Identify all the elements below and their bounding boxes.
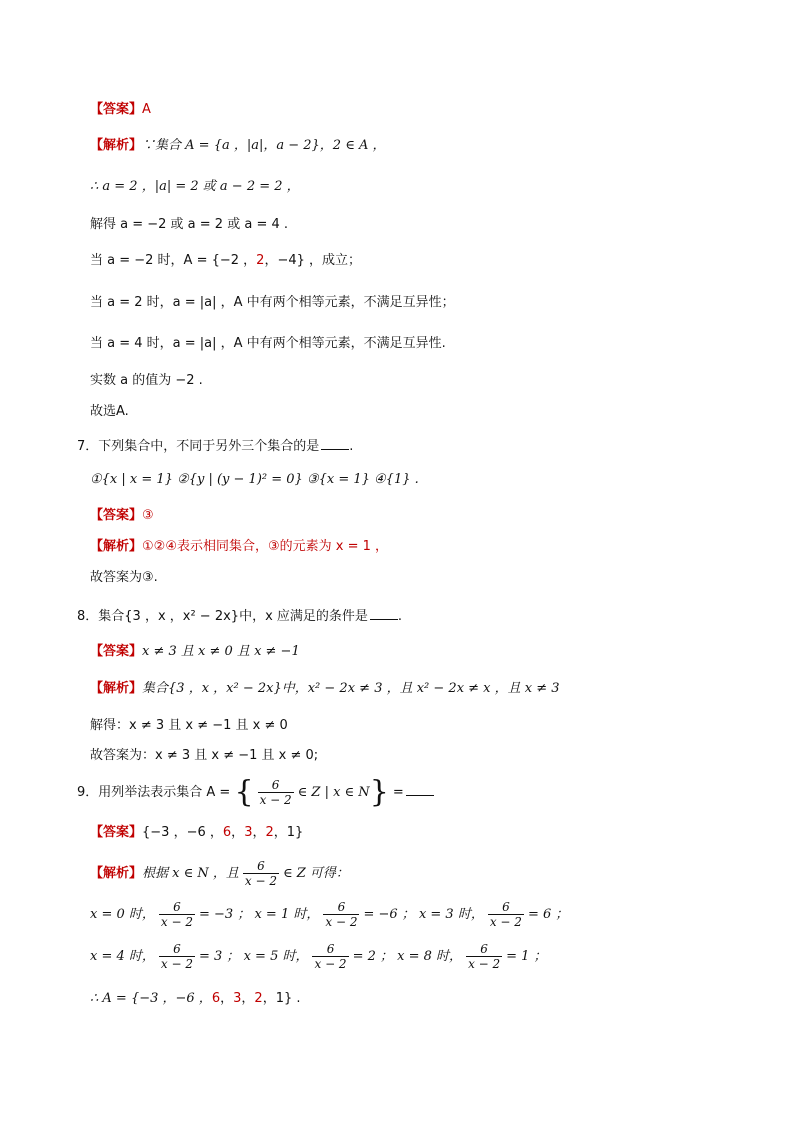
case-condition: x = 3 时， [418, 907, 484, 922]
q9-answer-highlight: 6 [222, 825, 232, 840]
q9-final-part: ，1} . [262, 991, 301, 1006]
q9-answer-part: ， [231, 825, 245, 840]
analysis-label: 【解析】 [90, 138, 143, 153]
fraction-denominator: x − 2 [314, 957, 347, 971]
analysis-label: 【解析】 [90, 539, 143, 554]
answer-label: 【答案】 [90, 644, 143, 659]
q6-analysis-text-2: ∴ a = 2 ，|a| = 2 或 a − 2 = 2 ， [90, 179, 300, 194]
q6-analysis-line-4 [90, 252, 361, 270]
q8-conclusion [90, 747, 318, 765]
q7-stem-end: . [349, 439, 354, 454]
q6-analysis-text-3: 解得 a = −2 或 a = 2 或 a = 4 . [90, 217, 289, 232]
case-fraction [323, 900, 359, 929]
q7-conclusion-text: 故答案为③. [90, 570, 158, 585]
q9-analysis-text-end: ∈ Z 可得： [282, 866, 349, 881]
q8-analysis-text: 集合{3 ，x ，x² − 2x}中，x² − 2x ≠ 3 ，且 x² − 2x ≠ x ，且 x ≠ 3 [142, 681, 560, 696]
q7-answer: ③ [142, 508, 154, 523]
fraction-numerator: 6 [326, 942, 335, 956]
case-result: = 2 ； [352, 949, 394, 964]
fraction-numerator: 6 [337, 900, 346, 914]
fraction-denominator: x − 2 [325, 915, 358, 929]
q8-stem [77, 607, 402, 626]
q6-analysis-line-1 [90, 137, 386, 155]
fraction-denominator: x − 2 [160, 957, 193, 971]
fraction-numerator: 6 [502, 900, 510, 914]
q9-final-part: ， [220, 991, 234, 1006]
q9-final-line [90, 990, 301, 1008]
case-result: = 3 ； [199, 949, 240, 964]
q9-set-condition: ∈ Z | x ∈ N [297, 785, 370, 800]
q9-answer-part: ， [252, 825, 266, 840]
case-result: = 6 ； [527, 907, 569, 922]
q6-answer-line [90, 101, 151, 119]
case-fraction [488, 900, 524, 929]
case-condition: x = 0 时， [90, 907, 155, 922]
case-fraction [312, 942, 348, 971]
fraction-denominator: x − 2 [160, 915, 193, 929]
q9-analysis-fraction [243, 859, 279, 888]
q9-stem-text: 9．用列举法表示集合 A = [77, 785, 231, 800]
q9-final-highlight: 2 [254, 991, 263, 1006]
q6-analysis-text-5: 当 a = 2 时，a = |a| ，A 中有两个相等元素，不满足互异性； [90, 295, 455, 310]
case-result: = −6 ； [363, 907, 415, 922]
q7-stem [77, 437, 353, 456]
q6-analysis-line-2 [90, 178, 300, 196]
q9-analysis-line [90, 857, 349, 891]
answer-blank [370, 607, 398, 620]
q6-answer: A [142, 102, 151, 117]
fraction-denominator: x − 2 [468, 957, 501, 971]
q8-analysis-line-2 [90, 717, 288, 735]
case-result: = 1 ； [506, 949, 547, 964]
q9-final-part: ， [241, 991, 255, 1006]
q9-stem-end: = [392, 785, 404, 800]
case-fraction [159, 900, 195, 929]
case-fraction [466, 942, 502, 971]
answer-blank [406, 783, 434, 796]
fraction-numerator: 6 [271, 778, 280, 792]
q8-stem-text: 8．集合{3 ，x ，x² − 2x}中，x 应满足的条件是 [77, 609, 368, 624]
analysis-label: 【解析】 [90, 866, 143, 881]
q8-conclusion-text: 故答案为：x ≠ 3 且 x ≠ −1 且 x ≠ 0; [90, 748, 319, 763]
q7-stem-text: 7．下列集合中，不同于另外三个集合的是 [77, 439, 320, 454]
q9-stem [77, 773, 434, 813]
q7-analysis-text: ①②④表示相同集合，③的元素为 x = 1 ， [142, 539, 389, 554]
q9-analysis-text: 根据 x ∈ N ，且 [142, 866, 239, 881]
answer-label: 【答案】 [90, 102, 143, 117]
left-brace: { [234, 774, 254, 810]
q9-final-highlight: 3 [233, 991, 242, 1006]
fraction-numerator: 6 [173, 900, 181, 914]
q6-conclusion-text: 故选A. [90, 404, 129, 419]
right-brace: } [369, 774, 389, 810]
fraction-denominator: x − 2 [244, 874, 277, 888]
q6-case-highlight: 2 [256, 253, 265, 268]
fraction-denominator: x − 2 [259, 793, 292, 807]
q9-answer-line [90, 824, 303, 842]
q7-answer-line [90, 507, 154, 525]
q6-analysis-line-6 [90, 335, 446, 353]
answer-blank [321, 437, 349, 450]
answer-label: 【答案】 [90, 508, 143, 523]
case-fraction [159, 942, 195, 971]
fraction-numerator: 6 [480, 942, 488, 956]
case-condition: x = 8 时， [397, 949, 463, 964]
q9-cases-row-2 [90, 940, 547, 974]
q7-conclusion [90, 569, 158, 587]
q6-case-text: 当 a = −2 时，A = {−2 ， [90, 253, 257, 268]
q8-analysis-text-2: 解得：x ≠ 3 且 x ≠ −1 且 x ≠ 0 [90, 718, 288, 733]
q9-answer-highlight: 2 [265, 825, 274, 840]
case-condition: x = 5 时， [243, 949, 309, 964]
q9-final-part: ∴ A = {−3 ，−6 ， [90, 991, 212, 1006]
q6-conclusion [90, 403, 129, 421]
q8-answer-line [90, 643, 300, 661]
q7-options-text: ①{x | x = 1} ②{y | (y − 1)² = 0} ③{x = 1} ④{1} . [90, 472, 419, 487]
analysis-label: 【解析】 [90, 681, 143, 696]
q6-analysis-text-6: 当 a = 4 时，a = |a| ，A 中有两个相等元素，不满足互异性. [90, 336, 446, 351]
answer-label: 【答案】 [90, 825, 143, 840]
fraction-numerator: 6 [173, 942, 181, 956]
q6-analysis-text-7: 实数 a 的值为 −2 . [90, 373, 203, 388]
q6-analysis-line-7 [90, 372, 203, 390]
q8-answer: x ≠ 3 且 x ≠ 0 且 x ≠ −1 [142, 644, 300, 659]
q6-analysis-line-5 [90, 294, 455, 312]
q9-cases-row-1 [90, 898, 568, 932]
q9-fraction [258, 778, 294, 807]
q8-stem-end: . [397, 609, 403, 624]
q7-options [90, 471, 419, 489]
q6-analysis-text-1: ∵集合 A = {a ，|a|，a − 2}，2 ∈ A ， [142, 138, 386, 153]
q9-final-highlight: 6 [211, 991, 221, 1006]
q9-answer-part: ，1} [273, 825, 304, 840]
case-condition: x = 4 时， [90, 949, 155, 964]
case-result: = −3 ； [199, 907, 251, 922]
fraction-denominator: x − 2 [489, 915, 522, 929]
q8-analysis-line [90, 680, 560, 698]
q9-answer-highlight: 3 [244, 825, 253, 840]
q9-answer-part: {−3 ，−6 ， [142, 825, 223, 840]
q7-analysis-line [90, 538, 388, 556]
case-condition: x = 1 时， [254, 907, 320, 922]
fraction-numerator: 6 [257, 859, 265, 873]
q6-case-text-end: ，−4} ，成立； [264, 253, 362, 268]
q6-analysis-line-3 [90, 216, 288, 234]
